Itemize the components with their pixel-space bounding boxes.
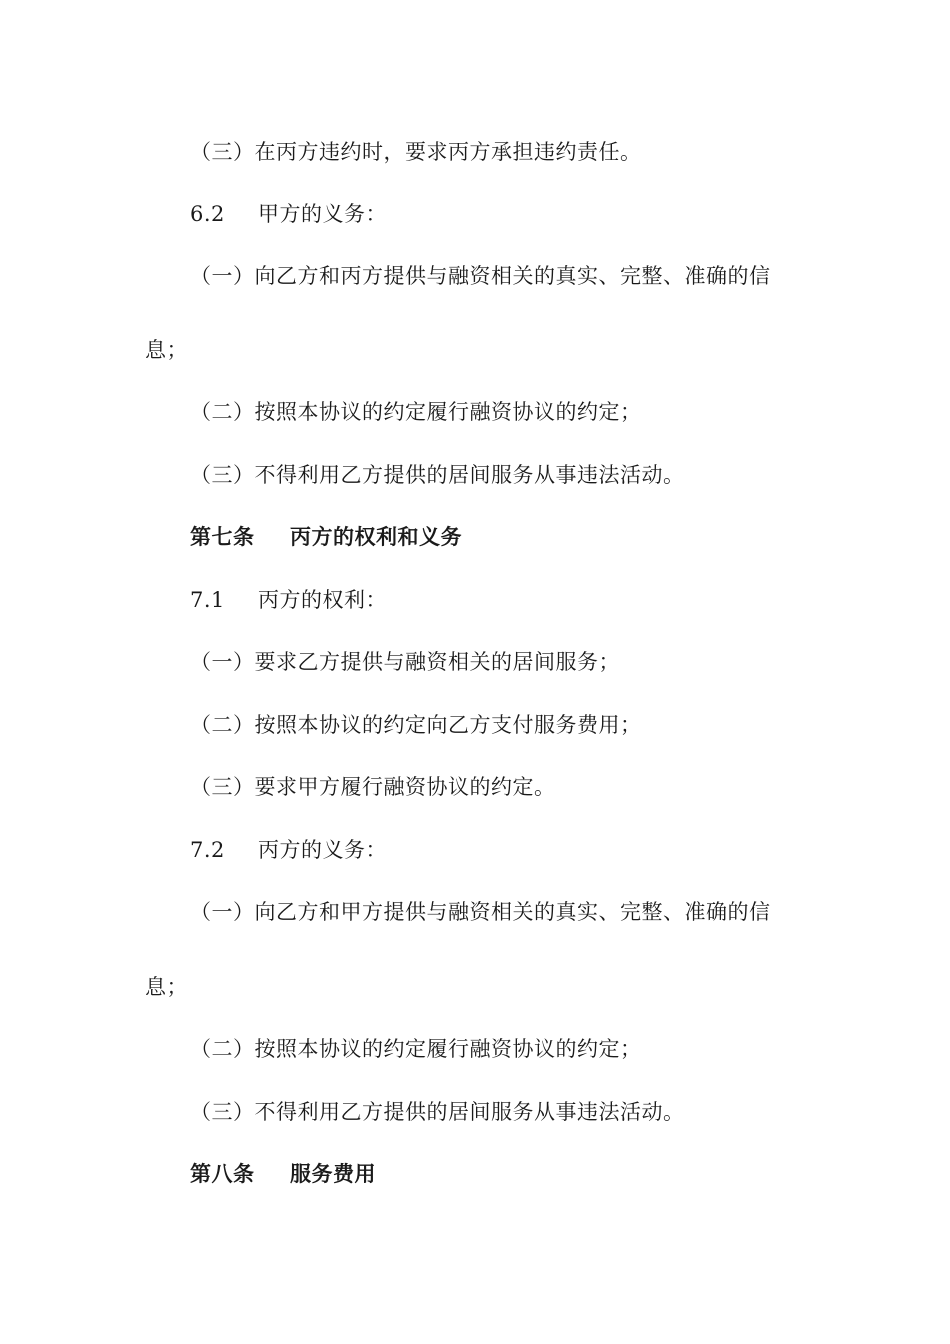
paragraph-7-1-1: （一）要求乙方提供与融资相关的居间服务； (190, 650, 620, 674)
clause-7-1 (190, 585, 387, 615)
paragraph-6-2-2: （二）按照本协议的约定履行融资协议的约定； (190, 400, 642, 424)
clause-number: 6.2 (190, 202, 225, 226)
article-7-heading (190, 522, 462, 552)
article-number: 第七条 (190, 524, 255, 549)
paragraph-7-2-3: （三）不得利用乙方提供的居间服务从事违法活动。 (190, 1100, 685, 1124)
clause-title: 丙方的义务： (258, 838, 387, 862)
article-8-heading (190, 1159, 376, 1189)
paragraph-7-1-2: （二）按照本协议的约定向乙方支付服务费用； (190, 713, 642, 737)
paragraph-6-1-3: （三）在丙方违约时，要求丙方承担违约责任。 (190, 140, 642, 164)
paragraph-7-2-2: （二）按照本协议的约定履行融资协议的约定； (190, 1037, 642, 1061)
clause-title: 丙方的权利： (258, 588, 387, 612)
clause-title: 甲方的义务： (258, 202, 387, 226)
paragraph-6-2-1: （一）向乙方和丙方提供与融资相关的真实、完整、准确的信 (190, 264, 771, 288)
paragraph-6-2-1-continued: 息； (145, 338, 188, 362)
article-title: 丙方的权利和义务 (290, 524, 462, 549)
clause-6-2 (190, 199, 387, 229)
clause-number: 7.1 (190, 588, 225, 612)
clause-7-2 (190, 835, 387, 865)
article-title: 服务费用 (290, 1161, 376, 1186)
paragraph-7-2-1: （一）向乙方和甲方提供与融资相关的真实、完整、准确的信 (190, 900, 771, 924)
paragraph-7-2-1-continued: 息； (145, 975, 188, 999)
article-number: 第八条 (190, 1161, 255, 1186)
clause-number: 7.2 (190, 838, 225, 862)
paragraph-6-2-3: （三）不得利用乙方提供的居间服务从事违法活动。 (190, 463, 685, 487)
paragraph-7-1-3: （三）要求甲方履行融资协议的约定。 (190, 775, 556, 799)
